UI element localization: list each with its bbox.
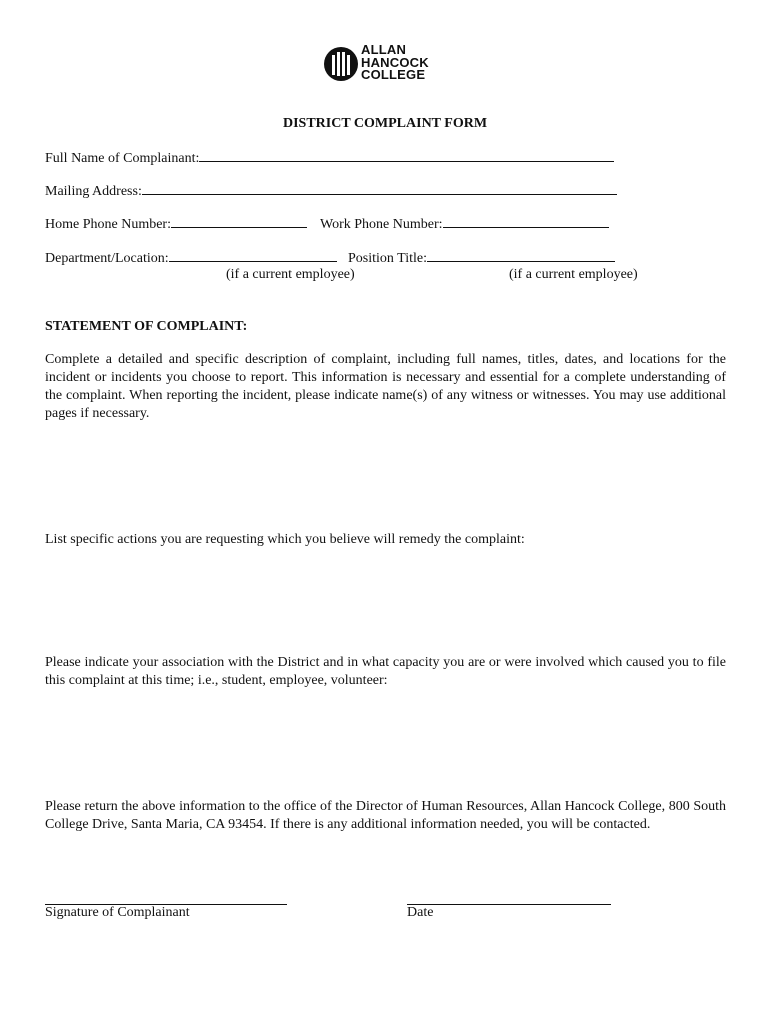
college-logo: [323, 44, 451, 86]
logo-line-2: HANCOCK: [361, 54, 429, 70]
signature-label: Signature of Complainant: [45, 905, 190, 920]
statement-heading: STATEMENT OF COMPLAINT:: [45, 319, 248, 334]
position-note: (if a current employee): [509, 267, 638, 282]
mailing-address-row: [45, 182, 617, 200]
department-note: (if a current employee): [226, 267, 355, 282]
full-name-label: Full Name of Complainant:: [45, 151, 200, 166]
remedy-prompt: List specific actions you are requesting which you believe will remedy the complaint:: [45, 532, 525, 547]
college-logo-text: [361, 44, 429, 82]
college-logo-mark-icon: [323, 46, 359, 82]
home-phone-field[interactable]: [171, 215, 307, 228]
full-name-row: [45, 149, 614, 167]
department-field[interactable]: [169, 249, 337, 262]
form-title: DISTRICT COMPLAINT FORM: [282, 116, 488, 131]
logo-line-3: COLLEGE: [361, 67, 426, 82]
work-phone-label: Work Phone Number:: [320, 217, 443, 232]
phone-row: [45, 215, 307, 233]
position-row: [348, 249, 615, 267]
complaint-instructions: Complete a detailed and specific description of complaint, including full names, titles, dates, and locations for the incident or incidents you choose to report. This information is necessary and essential for a complete understanding of the complaint. When reporting the incident, please indicate name(s) of any witness or witnesses. You may use additional pages if necessary.: [45, 352, 726, 421]
department-label: Department/Location:: [45, 251, 169, 266]
association-response-area[interactable]: [45, 695, 726, 795]
position-label: Position Title:: [348, 251, 427, 266]
mailing-address-label: Mailing Address:: [45, 184, 142, 199]
date-line[interactable]: [407, 904, 611, 905]
home-phone-label: Home Phone Number:: [45, 217, 171, 232]
position-field[interactable]: [427, 249, 615, 262]
work-phone-row: [320, 215, 609, 233]
remedy-response-area[interactable]: [45, 554, 726, 650]
date-label: Date: [407, 905, 434, 920]
complaint-description-area[interactable]: [45, 428, 726, 524]
department-row: [45, 249, 337, 267]
work-phone-field[interactable]: [443, 215, 609, 228]
logo-line-1: ALLAN: [361, 42, 407, 57]
return-instructions: Please return the above information to the office of the Director of Human Resources, Allan Hancock College, 800 South College Drive, Santa Maria, CA 93454. If there is any additional information needed, you will be contacted.: [45, 799, 726, 832]
mailing-address-field[interactable]: [142, 182, 617, 195]
association-prompt: Please indicate your association with the District and in what capacity you are or were involved which caused you to file this complaint at this time; i.e., student, employee, volunteer:: [45, 655, 726, 688]
full-name-field[interactable]: [199, 149, 614, 162]
